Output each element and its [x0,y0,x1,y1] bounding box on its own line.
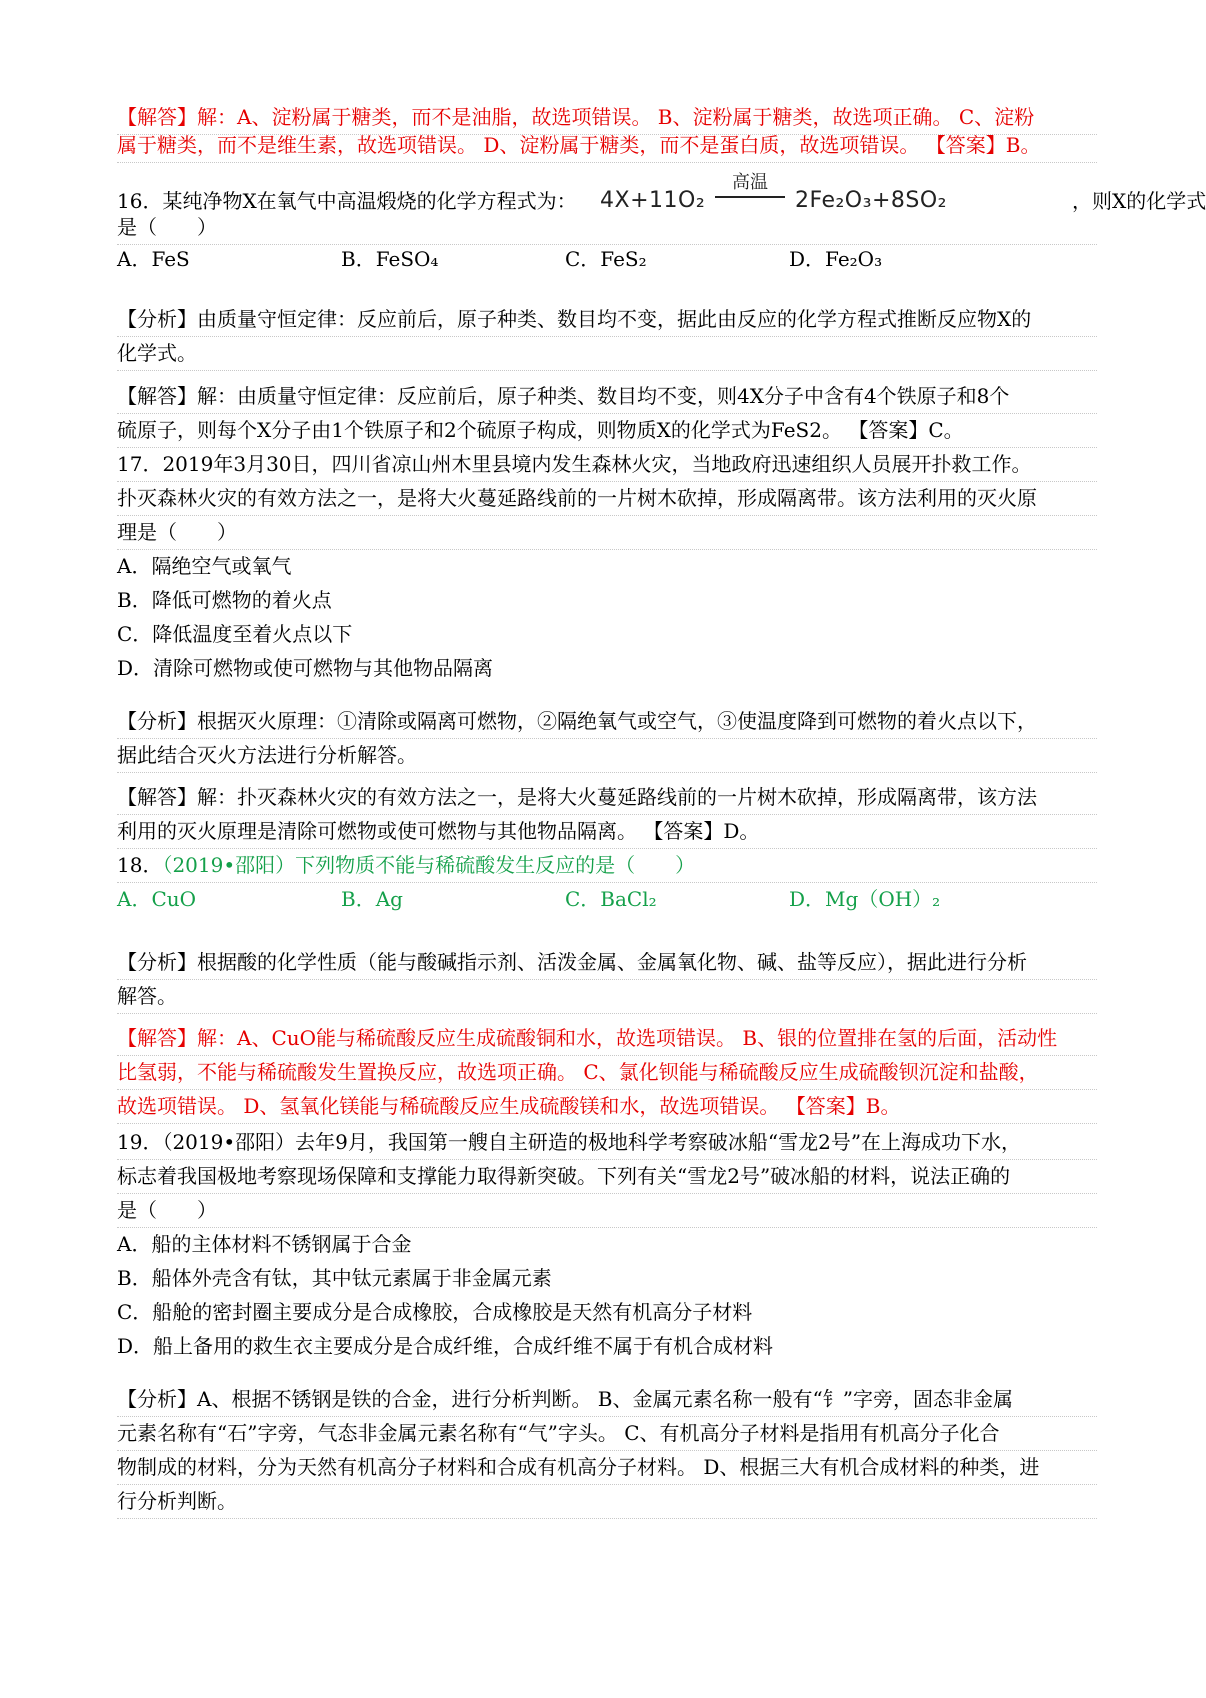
q18-number: 18． [117,853,163,877]
q17-stem-line3: 理是（ ） [117,515,1097,550]
q18-answer-line2: 比氢弱，不能与稀硫酸发生置换反应，故选项正确。 C、氯化钡能与稀硫酸反应生成硫酸钡沉淀和盐酸， [117,1055,1097,1090]
q16-stem-post: ，则X的化学式 [1072,189,1206,213]
q19-option-c: C．船舱的密封圈主要成分是合成橡胶，合成橡胶是天然有机高分子材料 [117,1300,753,1324]
q18-options [117,882,1097,916]
q17-option-c: C．降低温度至着火点以下 [117,622,353,646]
q16-stem-pre: 16．某纯净物X在氧气中高温煅烧的化学方程式为： [117,189,577,213]
q16-answer-line1: 【解答】解：由质量守恒定律：反应前后，原子种类、数目均不变，则4X分子中含有4个铁原子和8个 [117,379,1097,414]
q19-analysis-line1: 【分析】A、根据不锈钢是铁的合金，进行分析判断。 B、金属元素名称一般有“钅”字旁，固态非金属 [117,1382,1097,1417]
equation-bar [715,196,785,198]
q17-option-b: B．降低可燃物的着火点 [117,588,332,612]
q18-option-c: C．BaCl₂ [565,887,657,911]
q18-answer-line3: 故选项错误。 D、氢氧化镁能与稀硫酸反应生成硫酸镁和水，故选项错误。 【答案】B。 [117,1089,1097,1124]
q18-answer-line1: 【解答】解：A、CuO能与稀硫酸反应生成硫酸铜和水，故选项错误。 B、银的位置排在氢的后面，活动性 [117,1021,1097,1056]
q19-option-d: D．船上备用的救生衣主要成分是合成纤维，合成纤维不属于有机合成材料 [117,1334,774,1358]
q17-stem-line2: 扑灭森林火灾的有效方法之一，是将大火蔓延路线前的一片树木砍掉，形成隔离带。该方法利用的灭火原 [117,481,1097,516]
q19-analysis-line4: 行分析判断。 [117,1484,1097,1519]
q18-option-d: D．Mg（OH）₂ [789,887,941,911]
q19-analysis-line2: 元素名称有“石”字旁，气态非金属元素名称有“气”字头。 C、有机高分子材料是指用有机高分子化合 [117,1416,1097,1451]
q16-options [117,242,1097,276]
q17-answer-line1: 【解答】解：扑灭森林火灾的有效方法之一，是将大火蔓延路线前的一片树木砍掉，形成隔离带，该方法 [117,780,1097,815]
q16-answer-line2: 硫原子，则每个X分子由1个铁原子和2个硫原子构成，则物质X的化学式为FeS2。 【答案】C。 [117,413,1097,448]
q19-option-a: A．船的主体材料不锈钢属于合金 [117,1232,412,1256]
q15-answer-line1: 【解答】解：A、淀粉属于糖类，而不是油脂，故选项错误。 B、淀粉属于糖类，故选项正确。 C、淀粉 [117,100,1097,135]
q18-option-a: A．CuO [117,887,197,911]
equation-condition-arrow [715,172,785,198]
q17-answer-line2: 利用的灭火原理是清除可燃物或使可燃物与其他物品隔离。 【答案】D。 [117,814,1097,849]
q19-option-b: B．船体外壳含有钛，其中钛元素属于非金属元素 [117,1266,552,1290]
q17-option-d: D．清除可燃物或使可燃物与其他物品隔离 [117,656,494,680]
q17-analysis-line1: 【分析】根据灭火原理：①清除或隔离可燃物，②隔绝氧气或空气，③使温度降到可燃物的着火点以下， [117,704,1097,739]
q18-analysis-line2: 解答。 [117,979,1097,1014]
q16-analysis-line2: 化学式。 [117,336,1097,371]
q18-analysis-line1: 【分析】根据酸的化学性质（能与酸碱指示剂、活泼金属、金属氧化物、碱、盐等反应），据此进行分析 [117,945,1097,980]
q16-stem-line2: 是（ ） [117,210,1097,245]
equation-rhs: 2Fe₂O₃+8SO₂ [795,188,947,213]
q18-option-b: B．Ag [341,887,403,911]
q19-stem-line1: 19．（2019•邵阳）去年9月，我国第一艘自主研造的极地科学考察破冰船“雪龙2号”在上海成功下水， [117,1125,1097,1160]
q16-option-d: D．Fe₂O₃ [789,247,883,271]
q18-stem-text: （2019•邵阳）下列物质不能与稀硫酸发生反应的是（ ） [162,853,696,877]
q16-option-c: C．FeS₂ [565,247,647,271]
q16-option-b: B．FeSO₄ [341,247,439,271]
q16-analysis-line1: 【分析】由质量守恒定律：反应前后，原子种类、数目均不变，据此由反应的化学方程式推断反应物X的 [117,302,1097,337]
q18-stem [117,848,1097,883]
q19-stem-line2: 标志着我国极地考察现场保障和支撑能力取得新突破。下列有关“雪龙2号”破冰船的材料，说法正确的 [117,1159,1097,1194]
q17-analysis-line2: 据此结合灭火方法进行分析解答。 [117,738,1097,773]
q15-answer-line2: 属于糖类，而不是维生素，故选项错误。 D、淀粉属于糖类，而不是蛋白质，故选项错误。 【答案】B。 [117,128,1097,163]
q19-analysis-line3: 物制成的材料，分为天然有机高分子材料和合成有机高分子材料。 D、根据三大有机合成材料的种类，进 [117,1450,1097,1485]
q17-option-a: A．隔绝空气或氧气 [117,554,292,578]
q17-stem-line1: 17．2019年3月30日，四川省凉山州木里县境内发生森林火灾，当地政府迅速组织人员展开扑救工作。 [117,447,1097,482]
equation-lhs: 4X+11O₂ [600,188,706,213]
q16-option-a: A．FeS [117,247,190,271]
q19-stem-line3: 是（ ） [117,1193,1097,1228]
equation-condition: 高温 [732,172,768,193]
